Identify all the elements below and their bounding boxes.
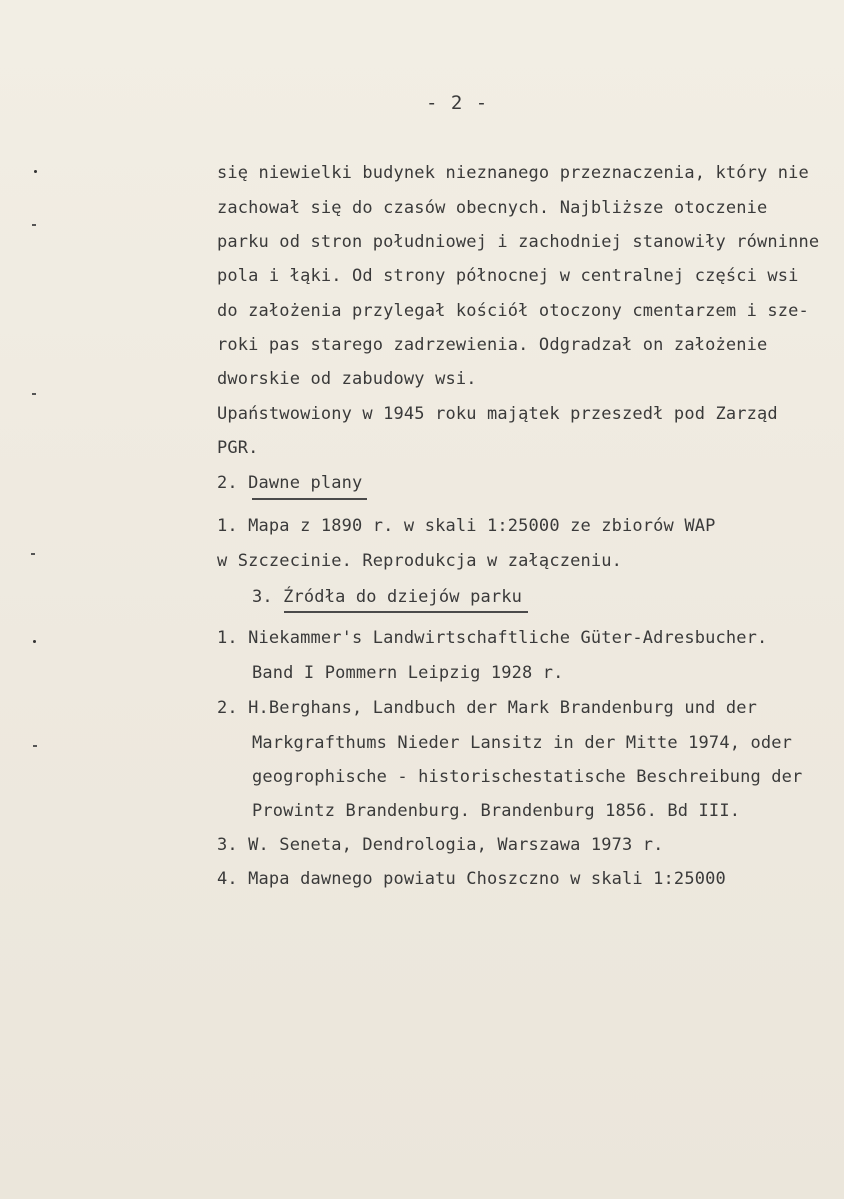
body-line: PGR. (217, 438, 259, 458)
body-line: dworskie od zabudowy wsi. (217, 369, 477, 389)
section-heading-sources: 3. Źródła do dziejów parku (252, 587, 523, 607)
margin-speck (33, 745, 37, 747)
heading-underline (252, 498, 367, 500)
source-item: geogrophische - historischestatische Beschreibung der (252, 767, 803, 787)
heading-underline (284, 611, 528, 613)
source-item: Band I Pommern Leipzig 1928 r. (252, 663, 564, 683)
source-item: 1. Niekammer's Landwirtschaftliche Güter-Adresbucher. (217, 628, 768, 648)
body-line: zachował się do czasów obecnych. Najbliższe otoczenie (217, 198, 768, 218)
body-line: parku od stron południowej i zachodniej stanowiły równinne (217, 232, 820, 252)
body-line: się niewielki budynek nieznanego przeznaczenia, który nie (217, 163, 809, 183)
body-line: pola i łąki. Od strony północnej w centralnej części wsi (217, 266, 799, 286)
margin-speck (32, 393, 36, 395)
source-item: Prowintz Brandenburg. Brandenburg 1856. Bd III. (252, 801, 741, 821)
section-heading-plans: 2. Dawne plany (217, 473, 363, 493)
source-item: 4. Mapa dawnego powiatu Choszczno w skali 1:25000 (217, 869, 726, 889)
body-line: do założenia przylegał kościół otoczony cmentarzem i sze- (217, 301, 809, 321)
margin-speck (32, 224, 36, 226)
margin-speck (31, 553, 35, 555)
source-item: Markgrafthums Nieder Lansitz in der Mitte 1974, oder (252, 733, 793, 753)
source-item: 3. W. Seneta, Dendrologia, Warszawa 1973 r. (217, 835, 664, 855)
body-line: Upaństwowiony w 1945 roku majątek przeszedł pod Zarząd (217, 404, 778, 424)
body-line: roki pas starego zadrzewienia. Odgradzał on założenie (217, 335, 768, 355)
page-number: - 2 - (426, 92, 489, 114)
plan-item: w Szczecinie. Reprodukcja w załączeniu. (217, 551, 623, 571)
source-item: 2. H.Berghans, Landbuch der Mark Brandenburg und der (217, 698, 758, 718)
margin-speck (34, 170, 37, 173)
plan-item: 1. Mapa z 1890 r. w skali 1:25000 ze zbiorów WAP (217, 516, 716, 536)
margin-speck (33, 640, 36, 643)
